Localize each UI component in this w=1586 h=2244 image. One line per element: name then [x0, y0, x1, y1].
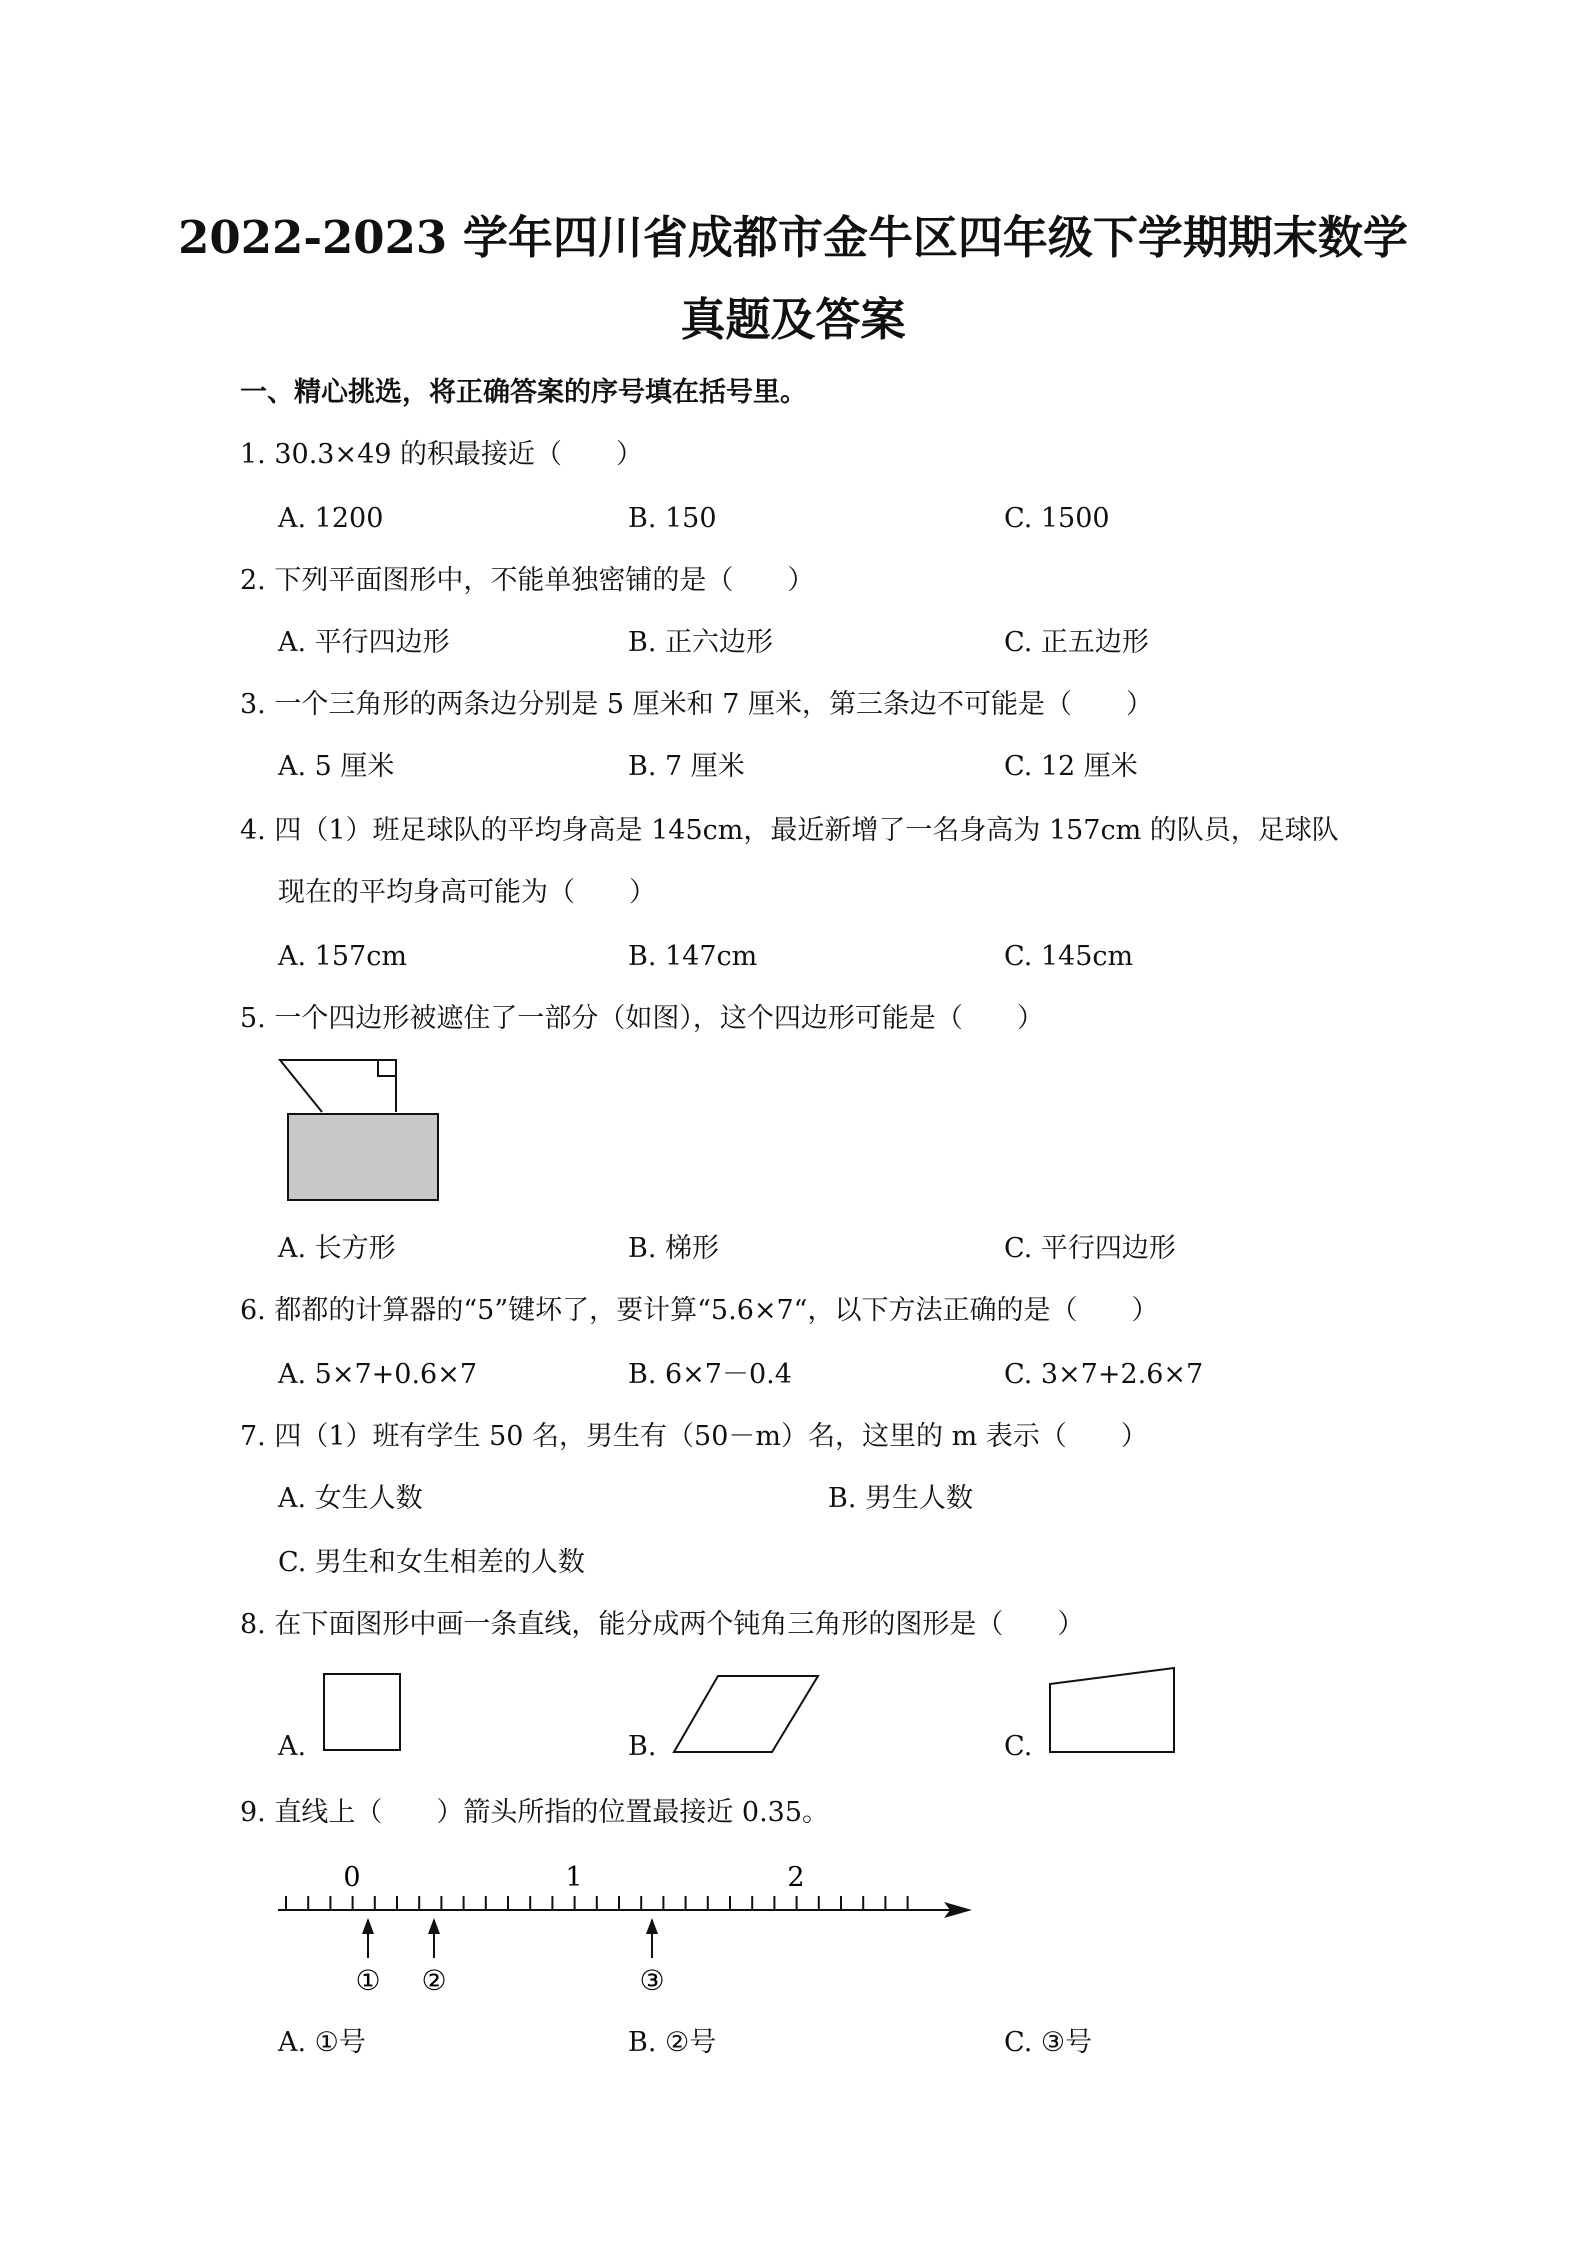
tick-label-1: 1 [565, 1862, 583, 1893]
question-6-stem: 6. 都都的计算器的“5”键坏了，要计算“5.6×7“，以下方法正确的是（ ） [240, 1295, 1159, 1326]
question-1-option-b: B. 150 [628, 503, 717, 534]
arrow-1 [355, 1918, 380, 1997]
question-3-option-b: B. 7 厘米 [628, 751, 745, 782]
square-figure [322, 1672, 406, 1756]
arrow-1-label: ① [355, 1964, 381, 1997]
question-9-option-b: B. ②号 [628, 2027, 717, 2058]
trapezoid-figure [1048, 1666, 1180, 1758]
question-4-option-a: A. 157cm [278, 941, 407, 972]
question-4-option-c: C. 145cm [1004, 941, 1134, 972]
question-8-stem: 8. 在下面图形中画一条直线，能分成两个钝角三角形的图形是（ ） [240, 1609, 1085, 1640]
question-3-option-c: C. 12 厘米 [1004, 751, 1138, 782]
question-1-stem: 1. 30.3×49 的积最接近（ ） [240, 439, 644, 470]
partially-hidden-quadrilateral [280, 1060, 396, 1112]
question-9-option-c: C. ③号 [1004, 2027, 1093, 2058]
parallelogram-figure [672, 1674, 822, 1756]
question-7-option-b: B. 男生人数 [828, 1483, 974, 1514]
question-5-option-a: A. 长方形 [278, 1233, 396, 1264]
question-6-option-c: C. 3×7+2.6×7 [1004, 1359, 1204, 1390]
question-3-stem: 3. 一个三角形的两条边分别是 5 厘米和 7 厘米，第三条边不可能是（ ） [240, 689, 1154, 720]
question-9-option-a: A. ①号 [278, 2027, 366, 2058]
arrow-3 [639, 1918, 664, 1997]
question-8-option-c: C. [1004, 1731, 1033, 1762]
question-7-stem: 7. 四（1）班有学生 50 名，男生有（50－m）名，这里的 m 表示（ ） [240, 1421, 1148, 1452]
number-line-ticks [286, 1896, 908, 1910]
question-4-stem: 4. 四（1）班足球队的平均身高是 145cm，最近新增了一名身高为 157cm 的队员，足球队 [240, 815, 1339, 846]
question-2-option-b: B. 正六边形 [628, 627, 774, 658]
question-1-option-c: C. 1500 [1004, 503, 1110, 534]
tick-label-0: 0 [343, 1862, 361, 1893]
question-4-option-b: B. 147cm [628, 941, 758, 972]
arrow-3-label: ③ [639, 1964, 665, 1997]
question-5-figure [278, 1058, 448, 1204]
question-6-option-b: B. 6×7－0.4 [628, 1359, 792, 1390]
arrow-2-label: ② [421, 1964, 447, 1997]
question-3-option-a: A. 5 厘米 [278, 751, 395, 782]
number-line [272, 1850, 982, 2000]
tick-label-2: 2 [787, 1862, 805, 1893]
question-5-option-c: C. 平行四边形 [1004, 1233, 1176, 1264]
question-2-option-a: A. 平行四边形 [278, 627, 450, 658]
arrow-2 [421, 1918, 446, 1997]
page-title-line1: 2022-2023 学年四川省成都市金牛区四年级下学期期末数学 [178, 211, 1408, 264]
question-6-option-a: A. 5×7+0.6×7 [278, 1359, 478, 1390]
question-2-option-c: C. 正五边形 [1004, 627, 1149, 658]
question-7-option-c: C. 男生和女生相差的人数 [278, 1547, 585, 1578]
question-4-stem-cont: 现在的平均身高可能为（ ） [278, 877, 656, 908]
question-8-option-b: B. [628, 1731, 657, 1762]
question-5-option-b: B. 梯形 [628, 1233, 720, 1264]
page-title-line2: 真题及答案 [680, 293, 906, 346]
question-9-stem: 9. 直线上（ ）箭头所指的位置最接近 0.35。 [240, 1797, 830, 1828]
question-7-option-a: A. 女生人数 [278, 1483, 423, 1514]
section-heading: 一、精心挑选，将正确答案的序号填在括号里。 [240, 377, 807, 408]
question-1-option-a: A. 1200 [278, 503, 384, 534]
question-2-stem: 2. 下列平面图形中，不能单独密铺的是（ ） [240, 565, 815, 596]
question-8-option-a: A. [278, 1731, 307, 1762]
question-5-stem: 5. 一个四边形被遮住了一部分（如图），这个四边形可能是（ ） [240, 1003, 1044, 1034]
grey-cover-rectangle [288, 1114, 438, 1200]
